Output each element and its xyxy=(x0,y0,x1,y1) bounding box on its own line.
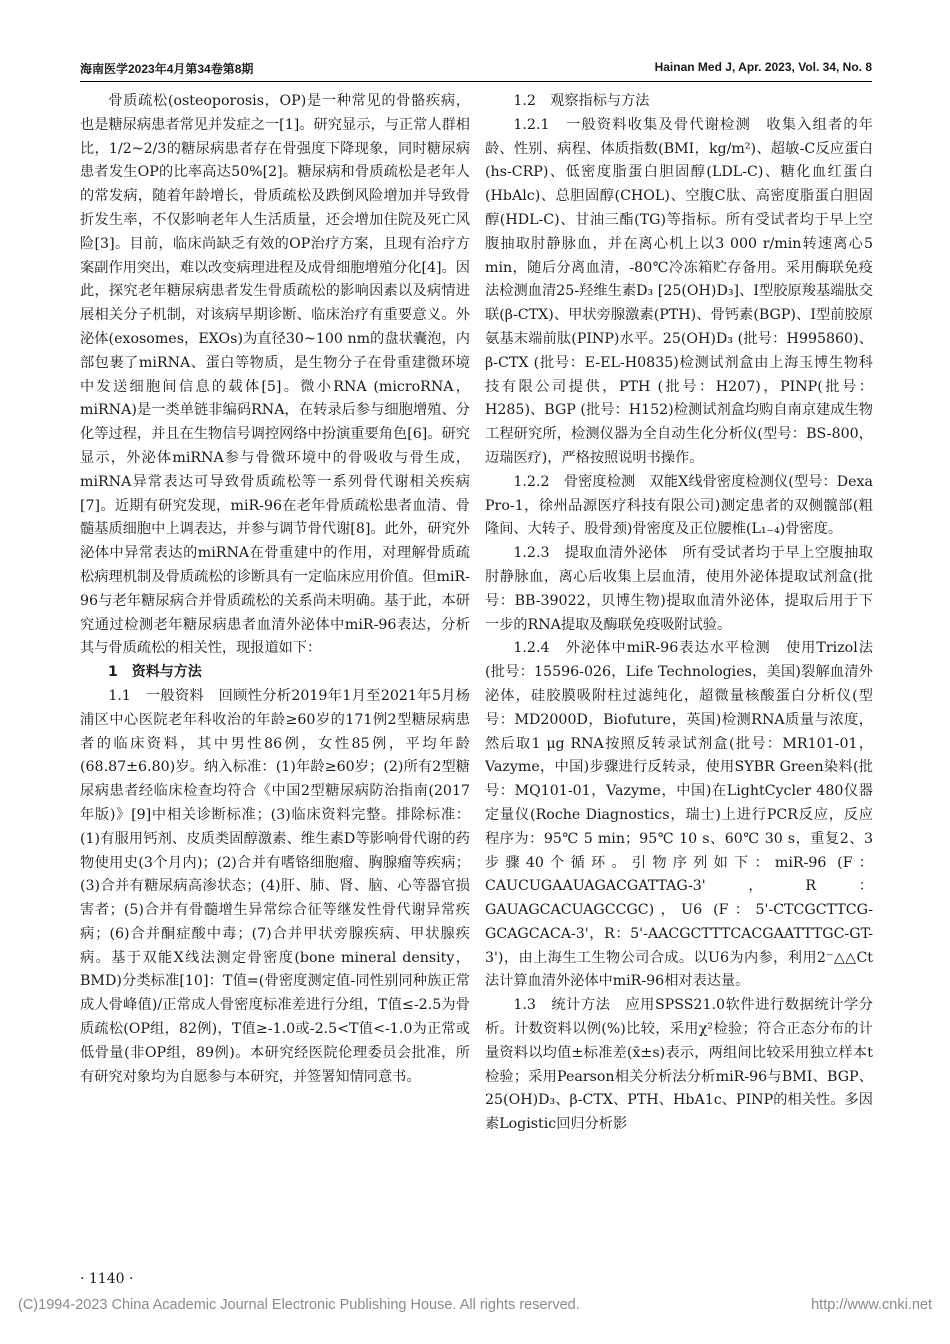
journal-issue-en: Hainan Med J, Apr. 2023, Vol. 34, No. 8 xyxy=(654,60,872,74)
paragraph-1-2-3: 1.2.3 提取血清外泌体 所有受试者均于早上空腹抽取肘静脉血，离心后收集上层血清，使用外泌体提取试剂盒(批号：BB-39022，贝博生物)提取血清外泌体，提取后用于下一步的RNA提取及酶联免疫吸附试验。 xyxy=(485,545,873,633)
page-number: · 1140 · xyxy=(80,1271,134,1287)
general-data-paragraph: 1.1 一般资料 回顾性分析2019年1月至2021年5月杨浦区中心医院老年科收治的年龄≥60岁的171例2型糖尿病患者的临床资料，其中男性86例，女性85例，平均年龄(68.87±6.80)岁。纳入标准：(1)年龄≥60岁；(2)所有2型糖尿病患者经临床检查均符合《中国2型糖尿病防治指南(2017年版)》[9]中相关诊断标准；(3)临床资料完整。排除标准：(1)有服用钙剂、皮质类固醇激素、维生素D等影响骨代谢的药物使用史(3个月内)；(2)合并有嗜铬细胞瘤、胸腺瘤等疾病；(3)合并有糖尿病高渗状态；(4)肝、肺、肾、脑、心等器官损害者；(5)合并有骨髓增生异常综合征等继发性骨代谢异常疾病；(6)合并酮症酸中毒；(7)合并甲状旁腺疾病、甲状腺疾病。基于双能X线法测定骨密度(bone mineral density，BMD)分类标准[10]：T值=(骨密度测定值-同性别同种族正常成人骨峰值)/正常成人骨密度标准差进行分组，T值≤-2.5为骨质疏松(OP组，82例)，T值≥-1.0或-2.5<T值<-1.0为正常或低骨量(非OP组，89例)。本研究经医院伦理委员会批准，所有研究对象均为自愿参与本研究，并签署知情同意书。 xyxy=(80,687,470,1085)
right-column xyxy=(485,90,873,1137)
paragraph-1-3: 1.3 统计方法 应用SPSS21.0软件进行数据统计学分析。计数资料以例(%)比较，采用χ²检验；符合正态分布的计量资料以均值±标准差(x̄±s)表示，两组间比较采用独立样本t检验；采用Pearson相关分析法分析miR-96与BMI、BGP、25(OH)D₃、β-CTX、PTH、HbA1c、PINP的相关性。多因素Logistic回归分析影 xyxy=(485,997,873,1133)
section-heading-methods: 1 资料与方法 xyxy=(108,664,202,681)
paragraph-1-2-2: 1.2.2 骨密度检测 双能X线骨密度检测仪(型号：Dexa Pro-1，徐州品源医疗科技有限公司)测定患者的双侧髋部(粗隆间、大转子、股骨颈)骨密度及正位腰椎(L₁₋₄)骨密度。 xyxy=(485,473,873,538)
journal-issue-cn: 海南医学2023年4月第34卷第8期 xyxy=(80,62,254,76)
cnki-link[interactable]: http://www.cnki.net xyxy=(811,1297,932,1313)
intro-paragraph: 骨质疏松(osteoporosis，OP)是一种常见的骨骼疾病，也是糖尿病患者常见并发症之一[1]。研究显示，与正常人群相比，1/2~2/3的糖尿病患者存在骨强度下降现象，同时糖尿病患者发生OP的比率高达50%[2]。糖尿病和骨质疏松是老年人的常发病，随着年龄增长，骨质疏松及跌倒风险增加并导致骨折发生率，不仅影响老年人生活质量，还会增加住院及死亡风险[3]。目前，临床尚缺乏有效的OP治疗方案，且现有治疗方案副作用突出，难以改变病理进程及成骨细胞增殖分化[4]。因此，探究老年糖尿病患者发生骨质疏松的影响因素以及病情进展相关分子机制，对该病早期诊断、临床治疗有重要意义。外泌体(exosomes，EXOs)为直径30~100 nm的盘状囊泡，内部包裹了miRNA、蛋白等物质，是生物分子在骨重建微环境中发送细胞间信息的载体[5]。微小RNA (microRNA，miRNA)是一类单链非编码RNA，在转录后参与细胞增殖、分化等过程，并且在生物信号调控网络中扮演重要角色[6]。研究显示，外泌体miRNA参与骨微环境中的骨吸收与骨生成，miRNA异常表达可导致骨质疏松等一系列骨代谢相关疾病[7]。近期有研究发现，miR-96在老年骨质疏松患者血清、骨髓基质细胞中上调表达，并参与调节骨代谢[8]。此外，研究外泌体中异常表达的miRNA在骨重建中的作用，对理解骨质疏松病理机制及骨质疏松的诊断具有一定临床应用价值。但miR-96与老年糖尿病合并骨质疏松的关系尚未明确。基于此，本研究通过检测老年糖尿病患者血清外泌体中miR-96表达，分析其与骨质疏松的相关性，现报道如下： xyxy=(80,93,470,657)
paragraph-1-2-4: 1.2.4 外泌体中miR-96表达水平检测 使用Trizol法(批号：15596-026，Life Technologies，美国)裂解血清外泌体，硅胶膜吸附柱过滤纯化，超微量核酸蛋白分析仪(型号：MD2000D，Biofuture，英国)检测RNA质量与浓度，然后取1 μg RNA按照反转录试剂盒(批号：MR101-01，Vazyme，中国)步骤进行反转录，使用SYBR Green染料(批号：MQ101-01，Vazyme，中国)在LightCycler 480仪器定量仪(Roche Diagnostics，瑞士)上进行PCR反应，反应程序为：95℃ 5 min；95℃ 10 s、60℃ 30 s，重复2、3步骤40个循环。引物序列如下：miR-96 (F：CAUCUGAAUAGACGATTAG-3'，R：GAUAGCACUAGCCGC)，U6 (F：5'-CTCGCTTCG-GCAGCACA-3'，R：5'-AACGCTTTCACGAATTTGC-GT-3')，由上海生工生物公司合成。以U6为内参，利用2⁻△△Ct法计算血清外泌体中miR-96相对表达量。 xyxy=(485,640,873,990)
running-header xyxy=(80,60,872,82)
subsection-heading-indicators: 1.2 观察指标与方法 xyxy=(513,93,650,109)
header-rule xyxy=(80,81,872,82)
paragraph-1-2-1: 1.2.1 一般资料收集及骨代谢检测 收集入组者的年龄、性别、病程、体质指数(BMI，kg/m²)、超敏-C反应蛋白(hs-CRP)、低密度脂蛋白胆固醇(LDL-C)、糖化血红蛋白(HbAlc)、总胆固醇(CHOL)、空腹C肽、高密度脂蛋白胆固醇(HDL-C)、甘油三酯(TG)等指标。所有受试者均于早上空腹抽取肘静脉血，并在离心机上以3 000 r/min转速离心5 min，随后分离血清，-80℃冷冻箱贮存备用。采用酶联免疫法检测血清25-羟维生素D₃ [25(OH)D₃]、I型胶原羧基端肽交联(β-CTX)、甲状旁腺激素(PTH)、骨钙素(BGP)、I型前胶原氨基末端前肽(PINP)水平。25(OH)D₃ (批号：H995860)、β-CTX (批号：E-EL-H0835)检测试剂盒由上海玉博生物科技有限公司提供，PTH (批号：H207)，PINP(批号：H285)、BGP (批号：H152)检测试剂盒均购自南京建成生物工程研究所，检测仪器为全自动生化分析仪(型号：BS-800，迈瑞医疗)，严格按照说明书操作。 xyxy=(485,116,873,466)
copyright-footer xyxy=(18,1297,932,1313)
copyright-text: (C)1994-2023 China Academic Journal Electronic Publishing House. All rights reserved. xyxy=(18,1297,580,1313)
left-column xyxy=(80,90,470,1089)
